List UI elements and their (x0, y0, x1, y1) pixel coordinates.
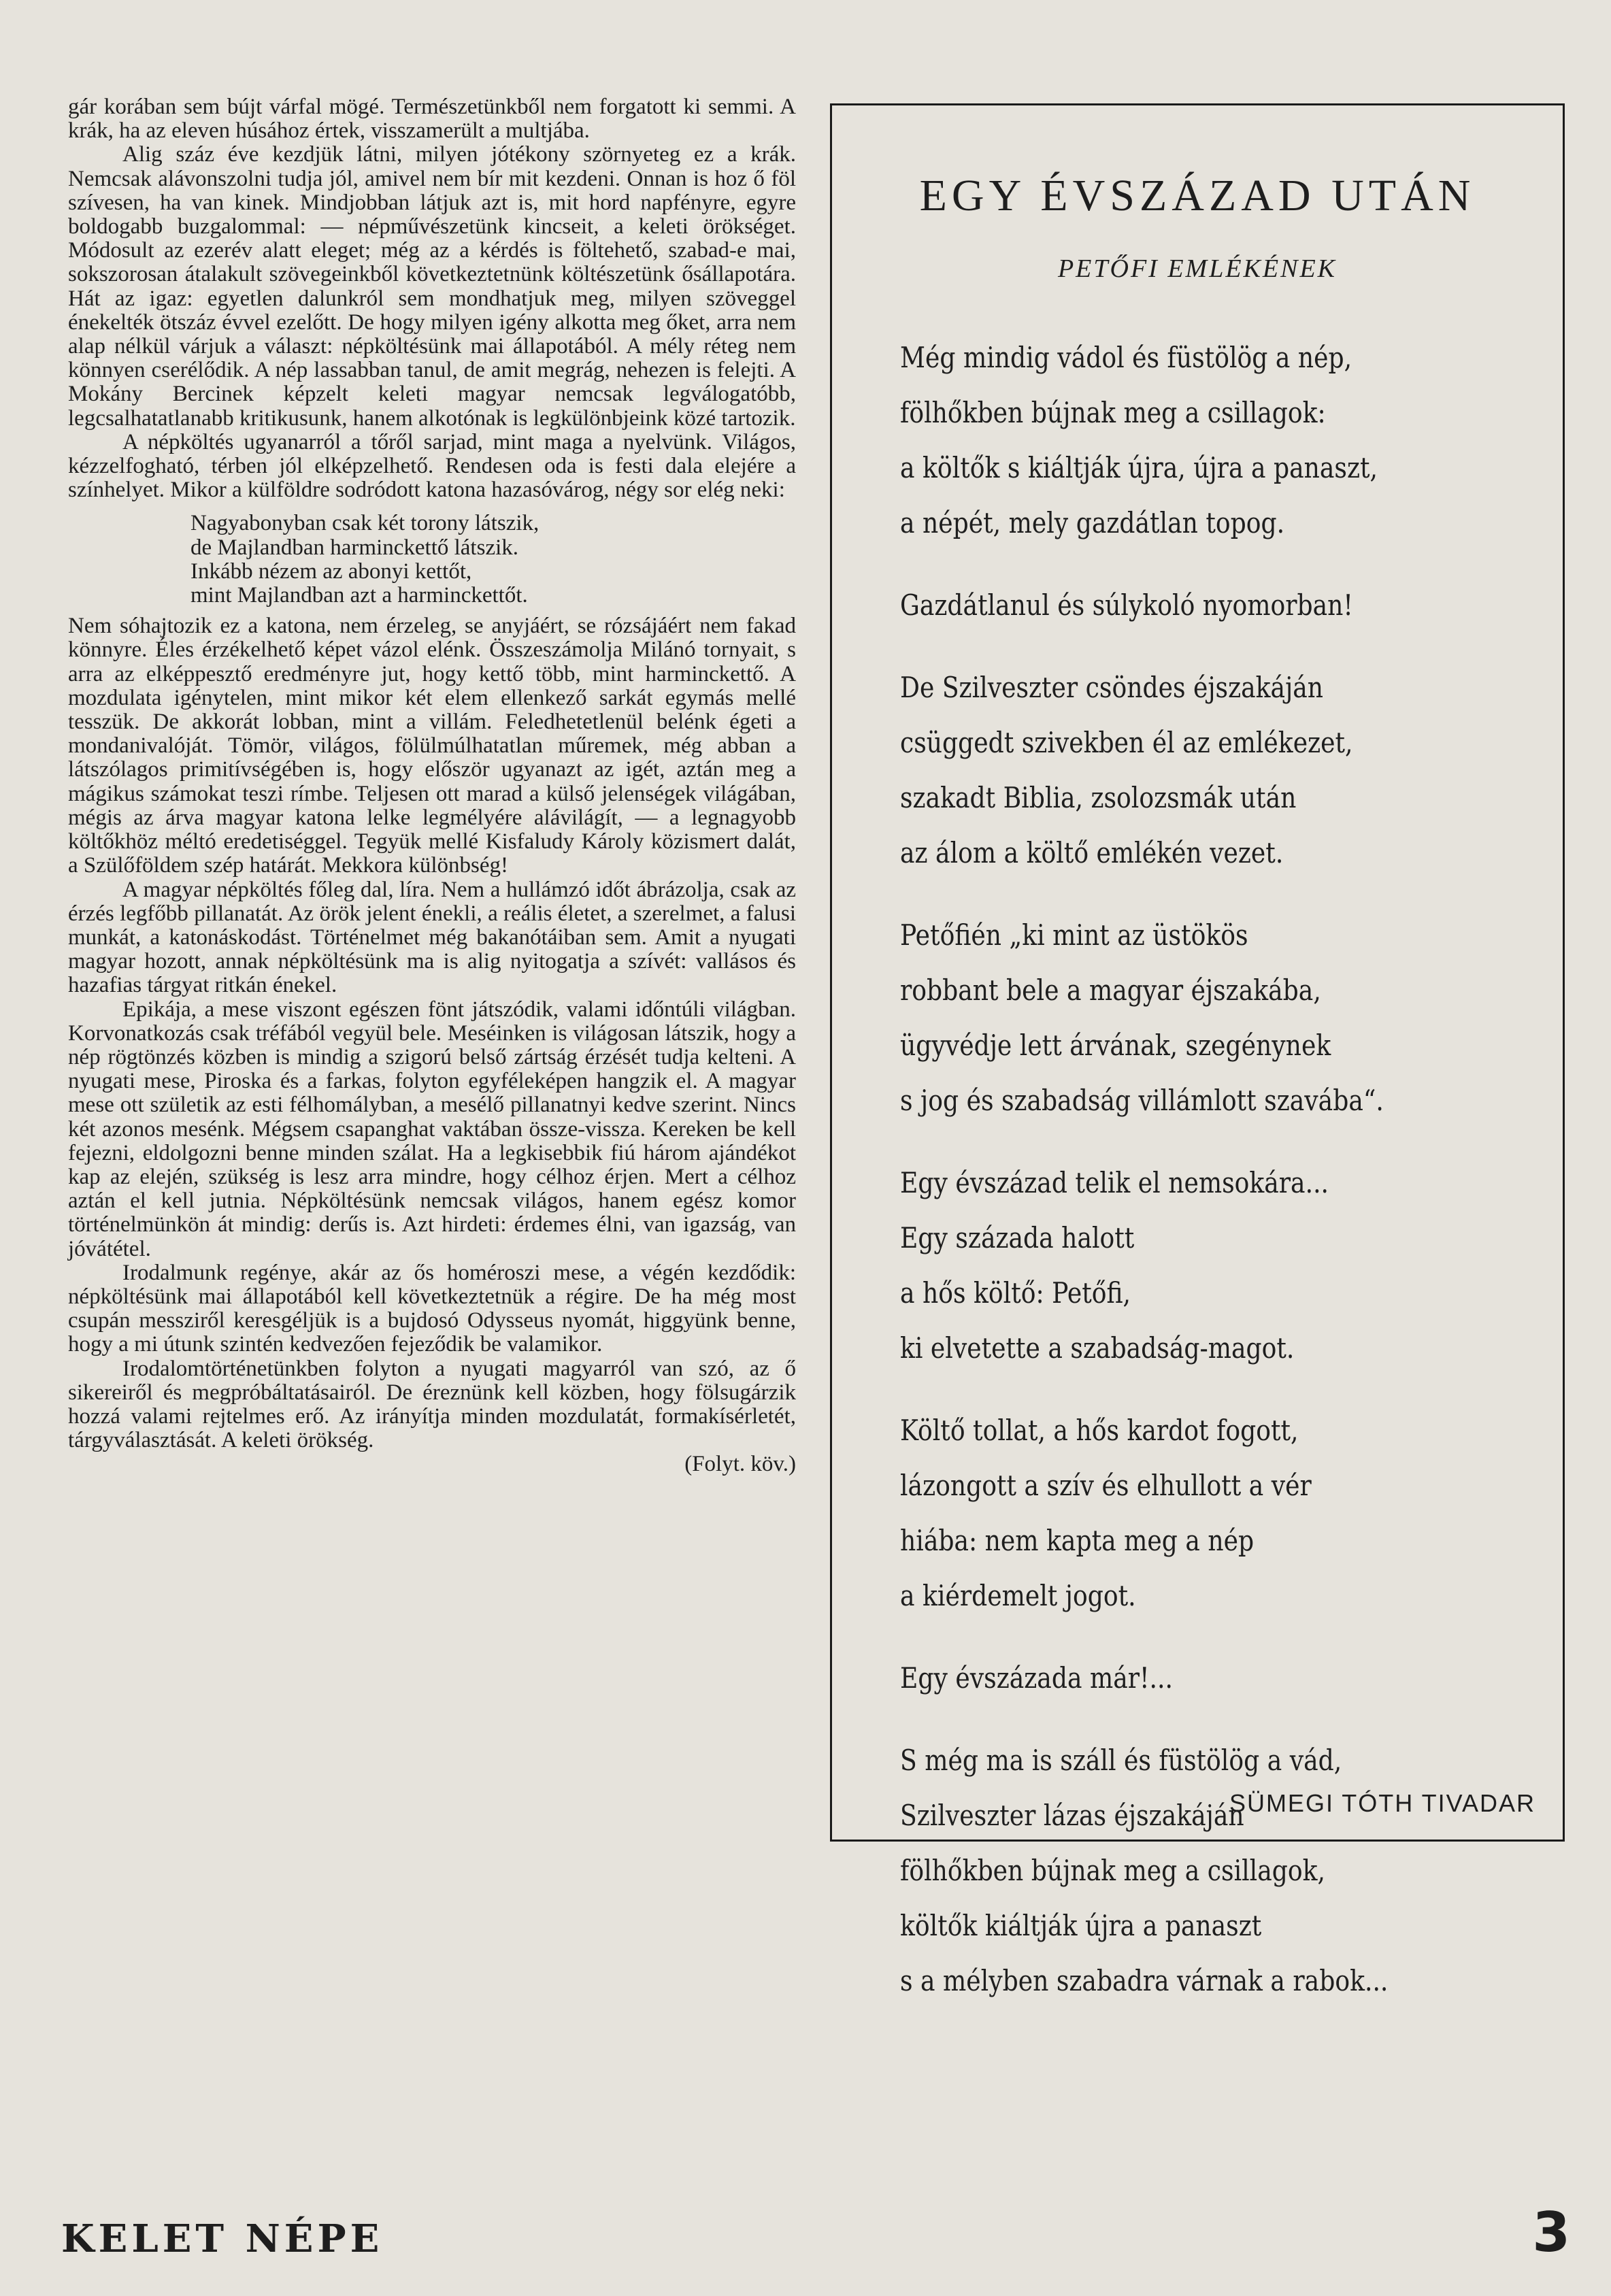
poem-line: ki elvetette a szabadság-magot. (900, 1331, 1295, 1365)
poem-line: a hős költő: Petőfi, (900, 1276, 1131, 1310)
verse-line: Nagyabonyban csak két torony látszik, (190, 511, 539, 536)
poem-line: Még mindig vádol és füstölög a nép, (900, 341, 1352, 374)
poem-line: a népét, mely gazdátlan topog. (900, 506, 1285, 539)
folk-song-quote (190, 512, 796, 608)
poem-line: Petőfién „ki mint az üstökös (900, 918, 1248, 952)
poem-line: robbant bele a magyar éjszakába, (900, 974, 1321, 1007)
poem-line: ügyvédje lett árvának, szegénynek (900, 1029, 1331, 1062)
poem-line: Gazdátlanul és súlykoló nyomorban! (900, 588, 1353, 622)
magazine-title: KELET NÉPE (61, 2216, 384, 2261)
stanza (900, 578, 1438, 633)
poem-line: hiába: nem kapta meg a nép (900, 1524, 1255, 1557)
stanza (900, 330, 1438, 550)
essay-paragraph: A magyar népköltés főleg dal, líra. Nem a hullámzó időt ábrázolja, csak az érzés legfőbb pillanatát. Az örök jelent énekli, a reális életet, a szerelmet, a falusi munkát, a katonáskodást. Történelmet még bakanótáiban sem. Amit a nyugati magyar hozott, annak népköltésünk ma is alig nyitogatja a szívét: vallásos és hazafias tárgyat ritkán énekel. (68, 877, 796, 998)
poem-line: S még ma is száll és füstölög a vád, (900, 1744, 1342, 1777)
poem-line: szakadt Biblia, zsolozsmák után (900, 781, 1297, 814)
essay-paragraph: A népköltés ugyanarról a tőről sarjad, mint maga a nyelvünk. Világos, kézzelfogható, térben jól elképzelhető. Rendesen oda is festi dala elejére a színhelyet. Mikor a külföldre sodródott katona hazasóvárog, négy sor elég neki: (68, 429, 796, 503)
essay-paragraph: Alig száz éve kezdjük látni, milyen jótékony szörnyeteg ez a krák. Nemcsak alávonszolni tudja jól, amivel nem bír mit kezdeni. Onnan is hoz ő föl szívesen, ha van kinek. Mindjobban látjuk azt is, mit hord napfényre, egyre boldogabb buzgalommal: — népművészetünk kincseit, a keleti örökséget. Módosult az ezerév alatt eleget; még az a kérdés is föltehető, szabad-e mai, sokszorosan átalakult szövegeinkből következtetnünk költészetünk ősállapotára. Hát az igaz: egyetlen dalunkról sem mondhatjuk meg, milyen szöveggel énekelték ötszáz évvel ezelőtt. De hogy milyen igény alkotta meg őket, arra nem alap nélkül várjuk a választ: népköltésünk mai állapotából. A mély réteg nem könnyen cserélődik. A nép lassabban tanul, de amit megrág, nehezen is felejti. A Mokány Bercinek képzelt keleti magyar nemcsak legválogatóbb, legcsalhatatlanabb kritikusunk, hanem alkotónak is legkülönbjeink közé tartozik. (68, 142, 796, 431)
continued-note: (Folyt. köv.) (684, 1452, 796, 1477)
poem-line: költők kiáltják újra a panaszt (900, 1909, 1262, 1942)
poem-title: EGY ÉVSZÁZAD UTÁN (919, 171, 1476, 220)
essay-paragraph: Irodalmunk regénye, akár az ős homéroszi mese, a végén kezdődik: népköltésünk mai állapotából kell következtetnük a régire. De ha még most csupán messziről keresgéljük is a bujdosó Odysseus nyomát, higgyünk benne, hogy a mi útunk szintén kedvezően fejeződik be valamikor. (68, 1260, 796, 1357)
poem-line: csüggedt szivekben él az emlékezet, (900, 726, 1353, 759)
poem-line: Egy évszázad telik el nemsokára... (900, 1166, 1329, 1199)
verse-line: de Majlandban harminckettő látszik. (190, 535, 519, 560)
verse-line: Inkább nézem az abonyi kettőt, (190, 559, 472, 584)
stanza (900, 660, 1438, 880)
essay-paragraph: Irodalomtörténetünkben folyton a nyugati magyarról van szó, az ő sikereiről és megpróbáltatásairól. De éreznünk kell közben, hogy fölsugárzik hozzá valami rejtelmes erő. Az irányítja minden mozdulatát, formakísérletét, tárgyválasztását. A keleti örökség. (68, 1356, 796, 1453)
stanza (900, 908, 1438, 1128)
essay-paragraph: gár korában sem bújt várfal mögé. Természetünkből nem forgatott ki semmi. A krák, ha az eleven húsához értek, visszamerült a multjába. (68, 95, 796, 144)
stanza (900, 1650, 1438, 1706)
poem-body (900, 330, 1438, 2035)
poem-line: fölhőkben bújnak meg a csillagok, (900, 1854, 1326, 1887)
stanza (900, 1733, 1438, 2008)
poem-line: Szilveszter lázas éjszakáján (900, 1799, 1244, 1832)
verse-line: mint Majlandban azt a harminckettőt. (190, 583, 528, 608)
poem-line: Költő tollat, a hős kardot fogott, (900, 1414, 1299, 1447)
poem-line: s jog és szabadság villámlott szavába“. (900, 1084, 1384, 1117)
essay-paragraph: Nem sóhajtozik ez a katona, nem érzeleg, se anyjáért, se rózsájáért nem fakad könnyre. Éles érzékelhető képet vázol elénk. Összeszámolja Milánó tornyait, s arra az elképpesztő eredményre jut, hogy kettő több, mint harminckettő. A mozdulata igénytelen, mint mikor két elem ellenkező sarkát egymás mellé tesszük. De akkorát lobban, mint a villám. Feledhetetlenül belénk égeti a mondanivalóját. Tömör, világos, fölülmúlhatatlan műremek, még abban a látszólagos primitívségében is, hogy először ugyanazt az igét, aztán meg a mágikus számokat teszi rímbe. Teljesen ott marad a külső jelenségek világában, mégis az árva magyar katona lelke legmélyére alávilágít, — a legnagyobb költőkhöz méltó eredetiséggel. Tegyük mellé Kisfaludy Károly közismert dalát, a Szülőföldem szép határát. Mekkora különbség! (68, 614, 796, 878)
essay-column (68, 95, 796, 1477)
essay-paragraph: Epikája, a mese viszont egészen fönt játszódik, valami időntúli világban. Korvonatkozás csak tréfából vegyül bele. Meséinken is világosan látszik, hogy a nép rögtönzés közben is mindig a szigorú belső zártság érzését tudja kelteni. A nyugati mese, Piroska és a farkas, folyton egyféleképen hangzik el. A magyar mese ott születik az esti félhomályban, a mesélő pillanatnyi kedve szerint. Nincs két azonos mesénk. Mégsem csapanghat vaktában össze-vissza. Kereken be kell fejezni, eldolgozni benne minden szálat. Ha a legkisebbik fiú három ajándékot kap az elején, szükség is lesz arra mindre, hogy célhoz érjen. Mert a célhoz aztán el kell jutnia. Népköltésünk nemcsak világos, hanem egész komor történelmünkön át mindig: derűs is. Azt hirdeti: érdemes élni, van igazság, van jóvátétel. (68, 997, 796, 1261)
poem-line: a kiérdemelt jogot. (900, 1579, 1136, 1612)
stanza (900, 1155, 1438, 1376)
poem-dedication: PETŐFI EMLÉKÉNEK (1057, 254, 1338, 283)
page-number: 3 (1532, 2201, 1570, 2264)
poem-line: s a mélyben szabadra várnak a rabok... (900, 1964, 1389, 1997)
poem-box (830, 103, 1565, 1997)
poem-line: fölhőkben bújnak meg a csillagok: (900, 396, 1326, 429)
poem-line: a költők s kiáltják újra, újra a panaszt, (900, 451, 1378, 484)
poem-line: lázongott a szív és elhullott a vér (900, 1469, 1312, 1502)
stanza (900, 1403, 1438, 1623)
poem-line: Egy évszázada már!... (900, 1661, 1173, 1695)
poem-line: Egy százada halott (900, 1221, 1135, 1254)
poem-line: De Szilveszter csöndes éjszakáján (900, 671, 1324, 704)
poem-author: SÜMEGI TÓTH TIVADAR (1229, 1789, 1535, 1817)
poem-line: az álom a költő emlékén vezet. (900, 836, 1284, 869)
